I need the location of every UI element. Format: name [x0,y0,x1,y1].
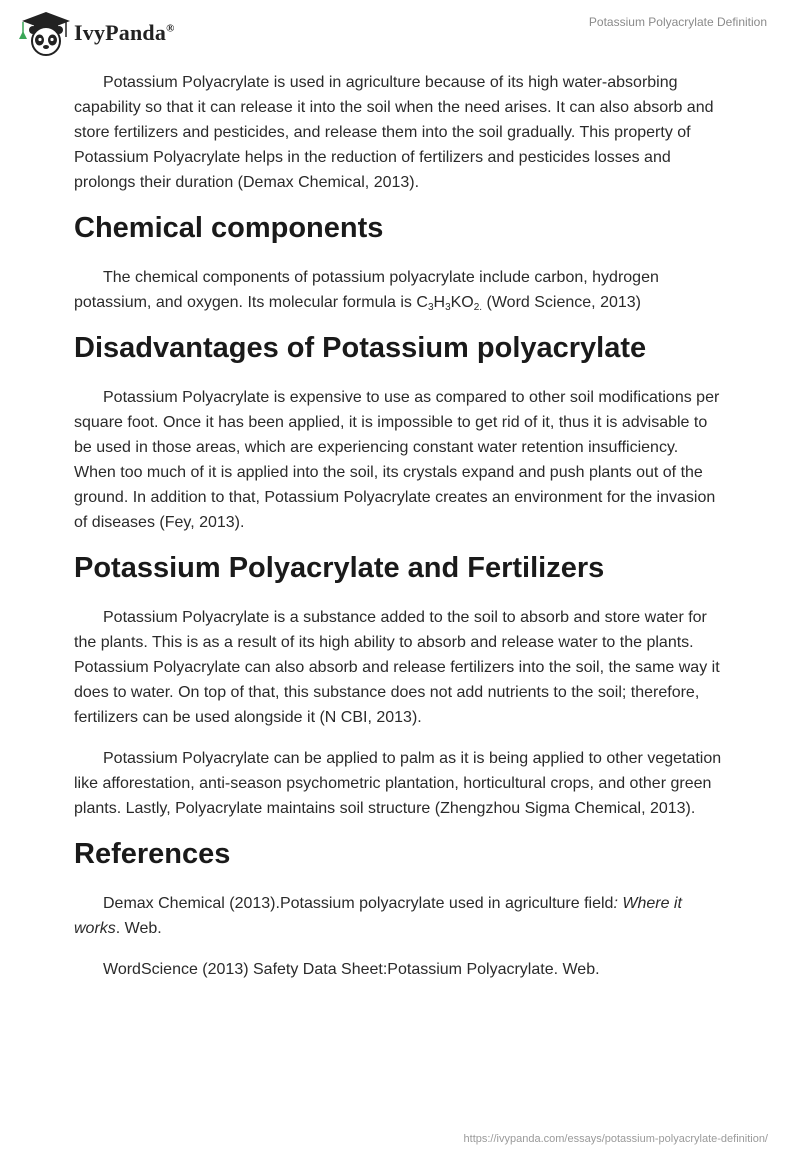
chemical-paragraph: The chemical components of potassium polyacrylate include carbon, hydrogen potassium, and oxygen. Its molecular formula is $C_3H_3KO_{2.}$ (Word Science, 2013) [74,269,659,313]
ivypanda-logo[interactable] [14,9,175,57]
essay-body [74,70,724,998]
reference-item: WordScience (2013) Safety Data Sheet:Potassium Polyacrylate. Web. [103,961,600,978]
heading-disadvantages: Disadvantages of Potassium polyacrylate [74,332,647,364]
intro-paragraph: Potassium Polyacrylate is used in agriculture because of its high water-absorbing capability so that it can release it into the soil when the need arises. It can also absorb and store fertilizers and pesticides, and release them into the soil gradually. This property of Potassium Polyacrylate helps in the reduction of fertilizers and pesticides losses and prolongs their duration (Demax Chemical, 2013). [74,74,714,191]
document-title: Potassium Polyacrylate Definition [588,15,767,29]
heading-chemical-components: Chemical components [74,212,384,244]
page-header [0,0,800,70]
fertilizers-paragraph-1: Potassium Polyacrylate is a substance added to the soil to absorb and store water for the plants. This is as a result of its high ability to absorb and release water to the plants. Potassium Polyacrylate can also absorb and release fertilizers into the soil, the same way it does to water. On top of that, this substance does not add nutrients to the soil; therefore, fertilizers can be used alongside it (N CBI, 2013). [74,609,720,726]
heading-references: References [74,838,231,870]
panda-graduate-icon [14,9,72,57]
fertilizers-paragraph-2: Potassium Polyacrylate can be applied to palm as it is being applied to other vegetation like afforestation, anti-season psychometric plantation, horticultural crops, and other green plants. Lastly, Polyacrylate maintains soil structure (Zhengzhou Sigma Chemical, 2013). [74,750,722,817]
source-url[interactable]: https://ivypanda.com/essays/potassium-polyacrylate-definition/ [463,1133,768,1145]
heading-fertilizers: Potassium Polyacrylate and Fertilizers [74,552,605,584]
disadvantages-paragraph: Potassium Polyacrylate is expensive to use as compared to other soil modifications per square foot. Once it has been applied, it is impossible to get rid of it, thus it is advisable to be used in those areas, which are experiencing constant water retention insufficiency. When too much of it is applied into the soil, its crystals expand and push plants out of the ground. In addition to that, Potassium Polyacrylate creates an environment for the invasion of diseases (Fey, 2013). [74,389,720,531]
reference-item: Demax Chemical (2013).Potassium polyacrylate used in agriculture field: Where it works. Web. [74,895,682,937]
logo-wordmark: IvyPanda® [74,20,175,45]
